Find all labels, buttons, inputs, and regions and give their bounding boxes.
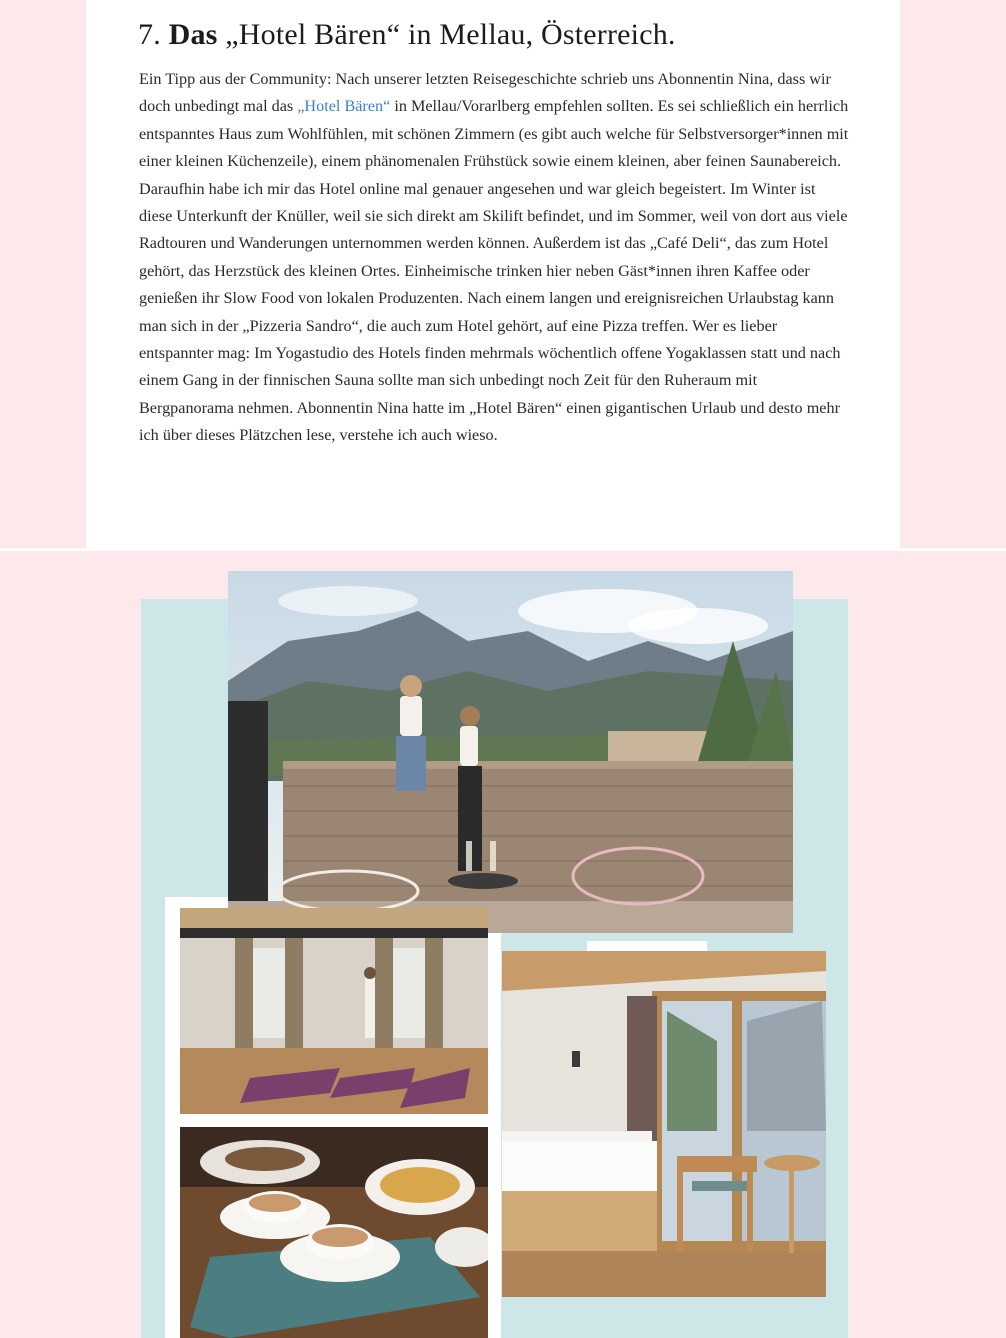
heading-number: 7. — [138, 18, 161, 51]
section-heading — [138, 18, 676, 52]
photo-gallery — [0, 551, 1006, 1338]
article-section — [86, 0, 900, 548]
hotel-baeren-link[interactable]: „Hotel Bären“ — [297, 97, 391, 116]
coffee-breakfast-photo[interactable] — [180, 1127, 488, 1338]
article-paragraph — [139, 66, 851, 450]
coffee-photo-art — [180, 1127, 488, 1338]
hotel-room-photo[interactable] — [502, 951, 826, 1297]
paragraph-part-1: Ein Tipp aus der Community: Nach unserer letzten Reisegeschichte schrieb uns Abonnentin Nina, dass wir doch unbedingt mal das — [139, 70, 831, 116]
yoga-photo-art — [180, 908, 488, 1114]
heading-text: „Hotel Bären“ in Mellau, Österreich. — [225, 18, 676, 51]
paragraph-part-2: in Mellau/Vorarlberg empfehlen sollten. Es sei schließlich ein herrlich entspanntes Haus zum Wohlfühlen, mit schönen Zimmern (es gibt auch welche für Selbstversorger*innen mit einer kleinen Küchenzeile), einem phänomenalen Frühstück sowie einem kleinen, aber feinen Saunabereich. Daraufhin habe ich mir das Hotel online mal genauer angesehen und war gleich begeistert. Im Winter ist diese Unterkunft der Knüller, weil sie sich direkt am Skilift befindet, und im Sommer, weil von dort aus viele Radtouren und Wanderungen unternommen werden können. Außerdem ist das „Café Deli“, das zum Hotel gehört, das Herzstück des kleinen Ortes. Einheimische trinken hier neben Gäst*innen ihren Kaffee oder genießen ihr Slow Food von lokalen Produzenten. Nach einem langen und ereignisreichen Urlaubstag kann man sich in der „Pizzeria Sandro“, die auch zum Hotel gehört, auf eine Pizza treffen. Wer es lieber entspannter mag: Im Yogastudio des Hotels finden mehrmals wöchentlich offene Yogaklassen statt und nach einem Gang in der finnischen Sauna sollte man sich unbedingt noch Zeit für den Ruheraum mit Bergpanorama nehmen. Abonnentin Nina hatte im „Hotel Bären“ einen gigantischen Urlaub und desto mehr ich über dieses Plätzchen lese, verstehe ich auch wieso. — [139, 97, 849, 445]
terrace-photo-art — [228, 571, 793, 933]
heading-prefix: Das — [168, 18, 218, 51]
terrace-mountain-photo[interactable] — [228, 571, 793, 933]
yoga-studio-photo[interactable] — [180, 908, 488, 1114]
room-photo-art — [502, 951, 826, 1297]
